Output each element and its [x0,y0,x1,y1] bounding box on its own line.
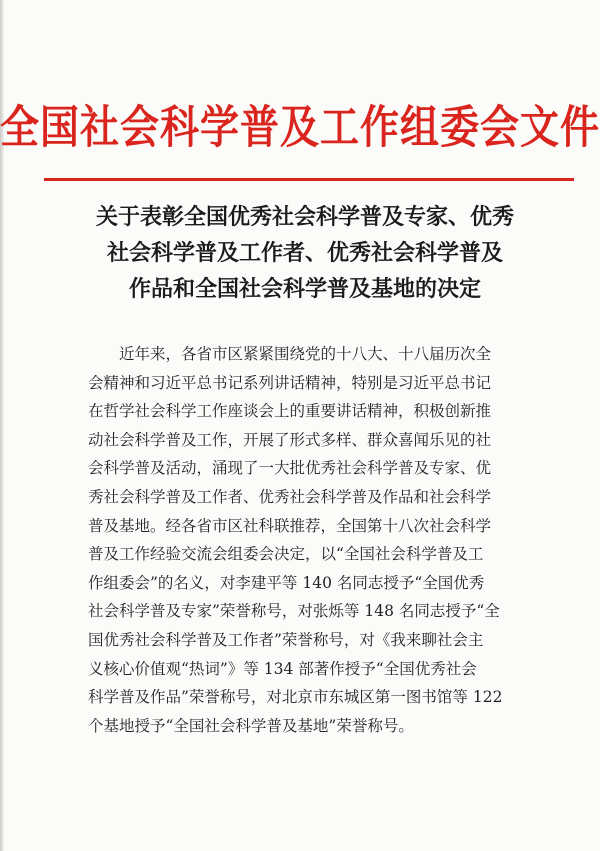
header-red-rule [44,178,574,181]
body-line: 科学普及作品”荣誉称号，对北京市东城区第一图书馆等 122 [88,688,503,707]
body-line: 普及基地。经各省市区社科联推荐，全国第十八次社会科学 [88,516,492,535]
body-line: 近年来，各省市区紧紧围绕党的十八大、十八届历次全 [88,345,492,363]
body-line: 普及工作经验交流会组委会决定，以“全国社会科学普及工 [88,545,484,564]
title-line-3: 作品和全国社会科学普及基地的决定 [128,277,481,302]
title-line-2: 社会科学普及工作者、优秀社会科学普及 [106,241,503,266]
body-line: 义核心价值观“热词”》等 134 部著作授予“全国优秀社会 [88,659,477,678]
body-line: 会精神和习近平总书记系列讲话精神，特别是习近平总书记 [88,373,492,392]
document-header: 全国社会科学普及工作组委会文件 [0,102,600,154]
document-title [60,200,550,308]
body-line: 动社会科学普及工作，开展了形式多样、群众喜闻乐见的社 [88,430,492,449]
body-line: 在哲学社会科学工作座谈会上的重要讲话精神，积极创新推 [88,402,492,421]
title-line-1: 关于表彰全国优秀社会科学普及专家、优秀 [95,205,514,230]
body-line: 个基地授予“全国社会科学普及基地”荣誉称号。 [88,716,414,735]
body-line: 秀社会科学普及工作者、优秀社会科学普及作品和社会科学 [88,487,492,506]
body-line: 国优秀社会科学普及工作者”荣誉称号，对《我来聊社会主 [88,630,484,649]
body-line: 作组委会”的名义，对李建平等 140 名同志授予“全国优秀 [88,573,485,592]
body-line: 会科学普及活动，涌现了一大批优秀社会科学普及专家、优 [88,459,492,478]
document-body [88,340,528,740]
body-line: 社会科学普及专家”荣誉称号，对张烁等 148 名同志授予“全 [88,602,500,621]
